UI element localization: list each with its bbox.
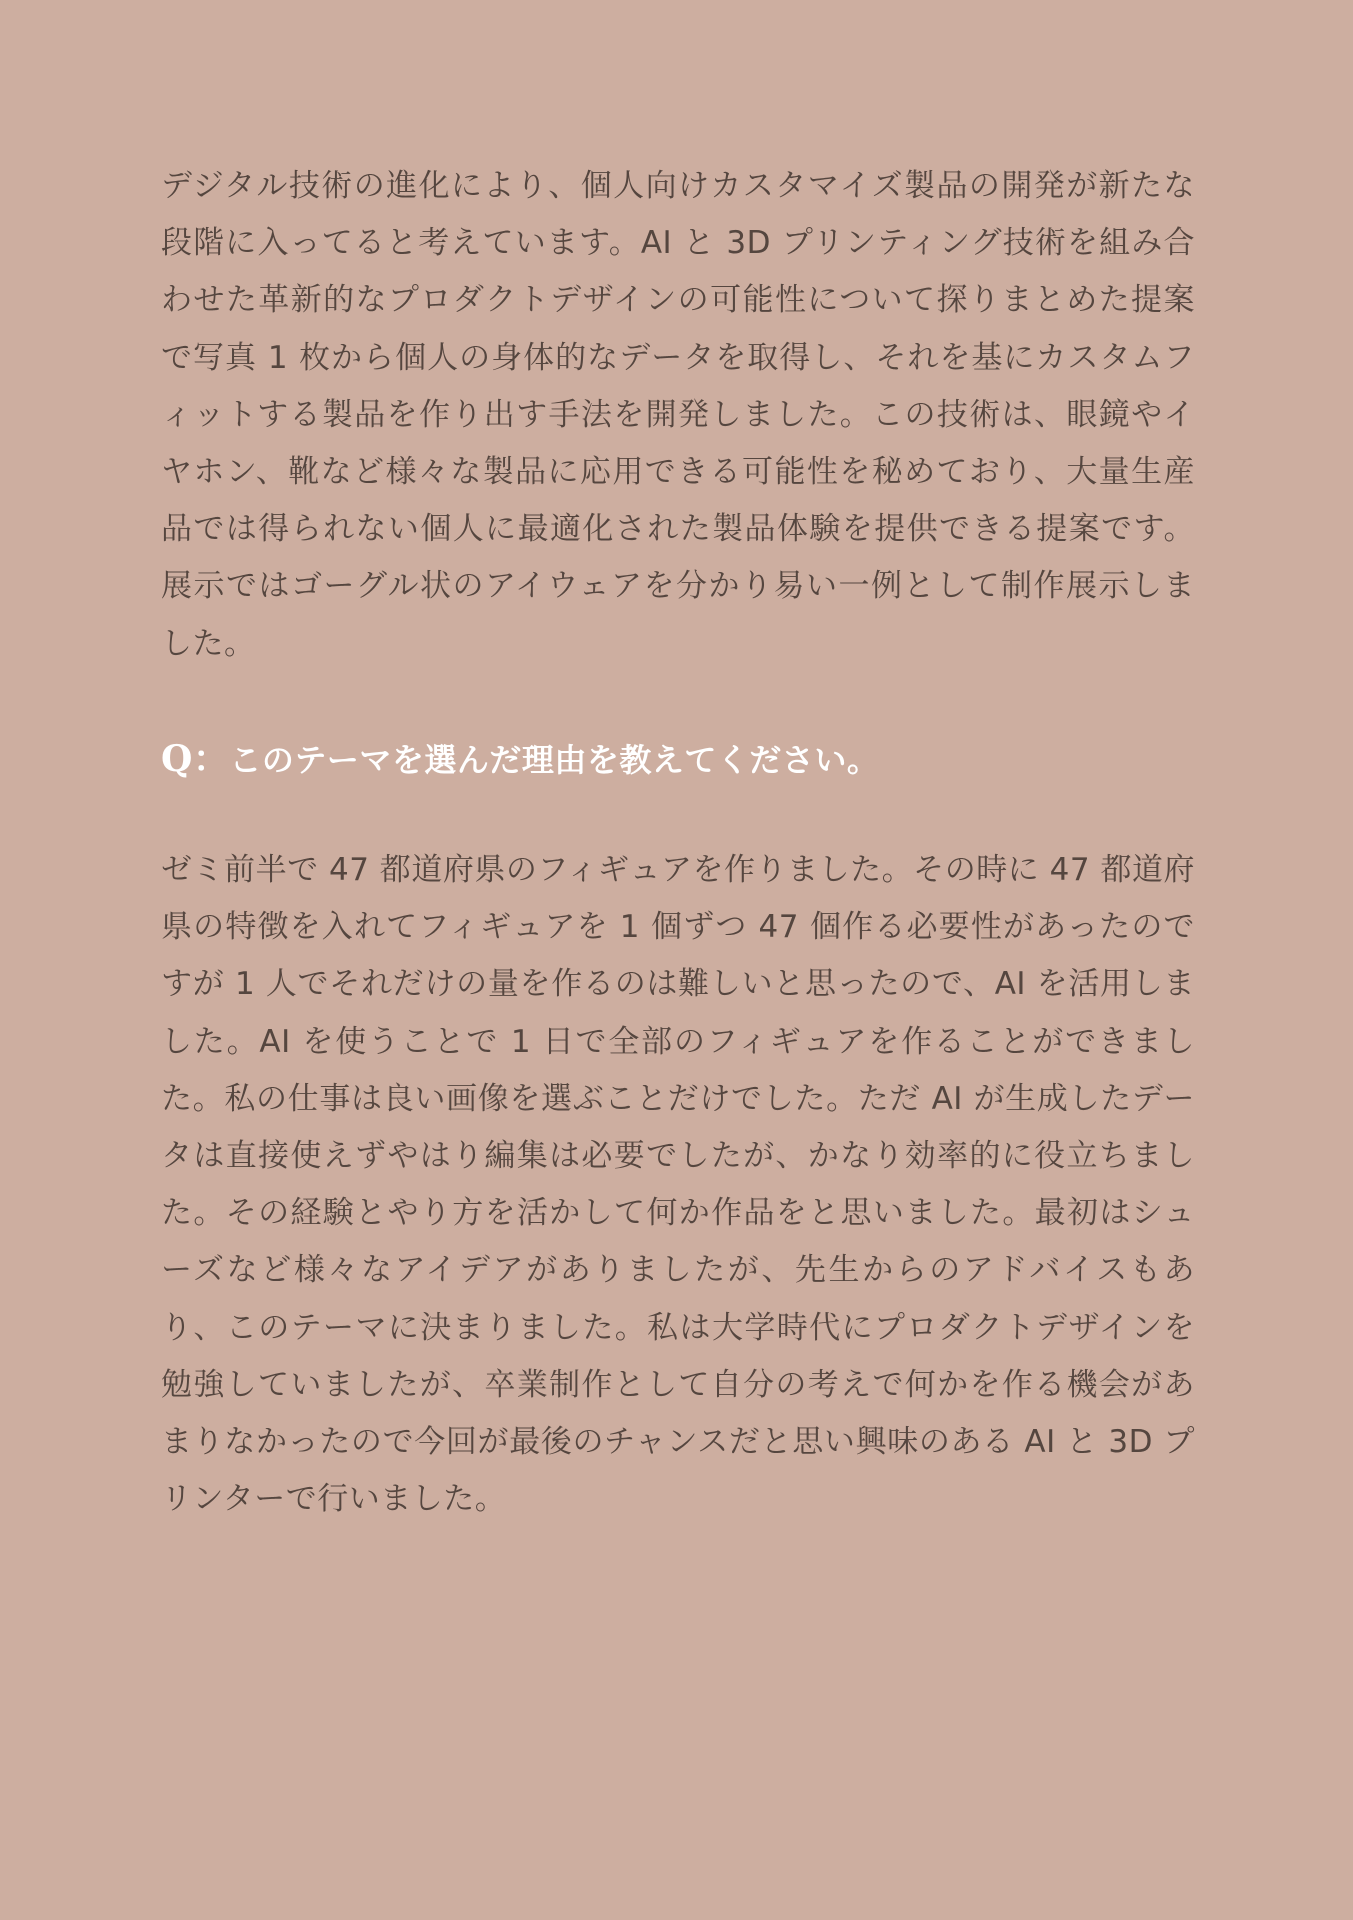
question-label: Q： bbox=[161, 738, 230, 780]
answer-paragraph: ゼミ前半で 47 都道府県のフィギュアを作りました。その時に 47 都道府県の特徴を入れてフィギュアを 1 個ずつ 47 個作る必要性があったのですが 1 人でそれだけの量を作るのは難しいと思ったので、AI を活用しました。AI を使うことで 1 日で全部のフィギュアを作ることができました。私の仕事は良い画像を選ぶことだけでした。ただ AI が生成したデータは直接使えずやはり編集は必要でしたが、かなり効率的に役立ちました。その経験とやり方を活かして何か作品をと思いました。最初はシューズなど様々なアイデアがありましたが、先生からのアドバイスもあり、このテーマに決まりました。私は大学時代にプロダクトデザインを勉強していましたが、卒業制作として自分の考えで何かを作る機会があまりなかったので今回が最後のチャンスだと思い興味のある AI と 3D プリンターで行いました。 bbox=[161, 852, 1195, 1518]
question-heading bbox=[161, 735, 1195, 784]
intro-paragraph: デジタル技術の進化により、個人向けカスタマイズ製品の開発が新たな段階に入ってると考えています。AI と 3D プリンティング技術を組み合わせた革新的なプロダクトデザインの可能性について探りまとめた提案で写真 1 枚から個人の身体的なデータを取得し、それを基にカスタムフィットする製品を作り出す手法を開発しました。この技術は、眼鏡やイヤホン、靴など様々な製品に応用できる可能性を秘めており、大量生産品では得られない個人に最適化された製品体験を提供できる提案です。展示ではゴーグル状のアイウェアを分かり易い一例として制作展示しました。 bbox=[161, 168, 1195, 662]
question-text: このテーマを選んだ理由を教えてください。 bbox=[229, 741, 880, 779]
